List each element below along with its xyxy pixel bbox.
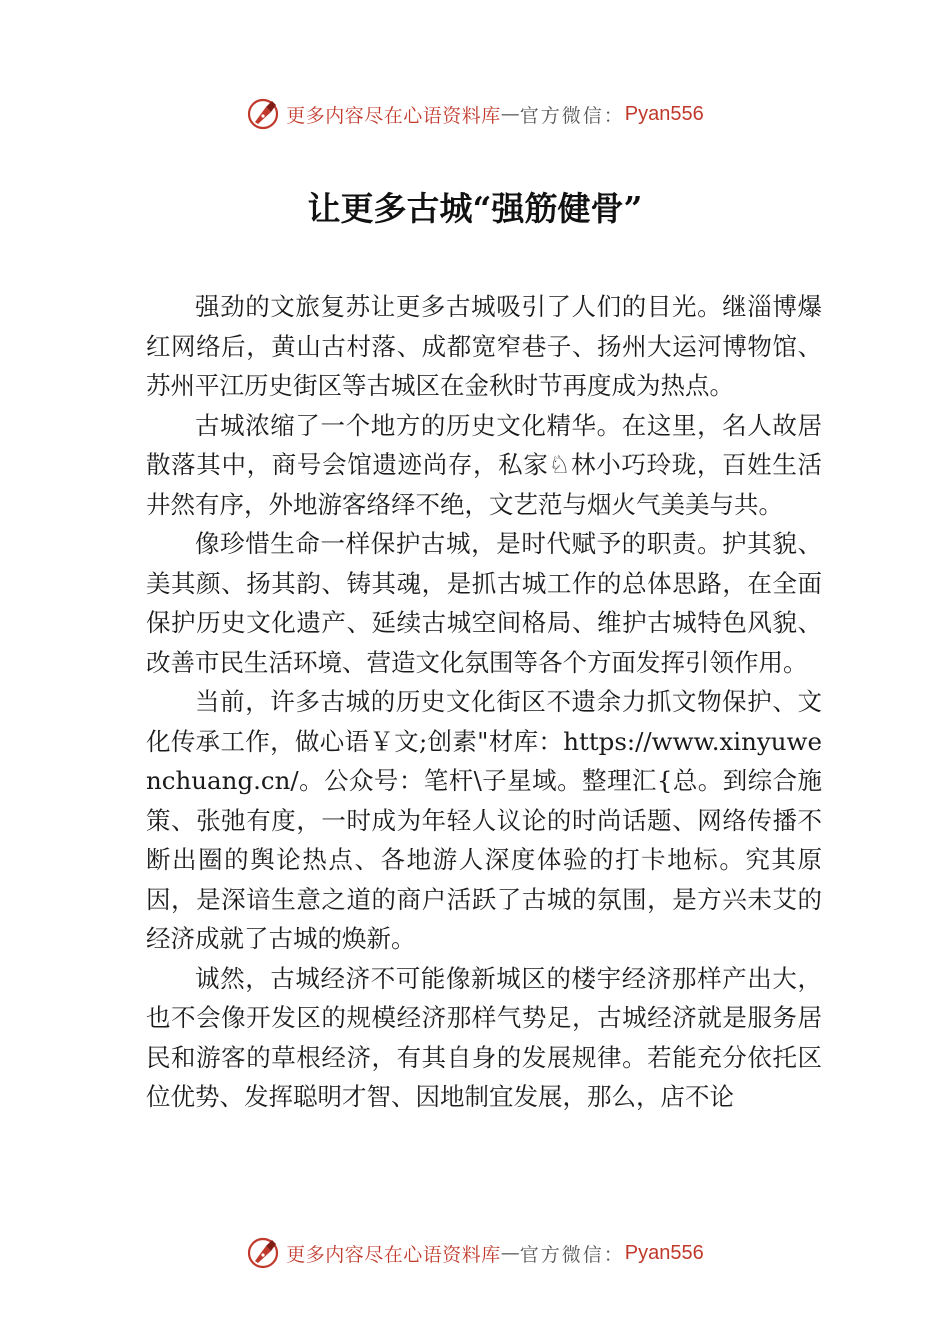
paragraph: 古城浓缩了一个地方的历史文化精华。在这里，名人故居散落其中，商号会馆遗迹尚存，私家♘林小巧玲珑，百姓生活井然有序，外地游客络绎不绝，文艺范与烟火气美美与共。 [146, 410, 822, 519]
banner-brand-text: 更多内容尽在心语资料库 [286, 1243, 501, 1266]
article-body [146, 287, 822, 1117]
article-title: 让更多古城“强筋健骨” [307, 189, 643, 228]
paragraph: 诚然，古城经济不可能像新城区的楼宇经济那样产出大，也不会像开发区的规模经济那样气势足，古城经济就是服务居民和游客的草根经济，有其自身的发展规律。若能充分依托区位优势、发挥聪明才智、因地制宜发展，那么，店不论 [146, 963, 822, 1111]
banner-dash: — [500, 1242, 520, 1264]
banner-dash: — [500, 103, 520, 125]
banner-brand-text: 更多内容尽在心语资料库 [286, 104, 501, 127]
banner-wechat-id: Pyan556 [624, 1241, 704, 1264]
paragraph: 当前，许多古城的历史文化街区不遗余力抓文物保护、文化传承工作，做心语￥文;创素"材库：https://www.xinyuwenchuang.cn/。公众号：笔杆\子星域。整理汇{总。到综合施策、张弛有度，一时成为年轻人议论的时尚话题、网络传播不断出圈的舆论热点、各地游人深度体验的打卡地标。究其原因，是深谙生意之道的商户活跃了古城的氛围，是方兴未艾的经济成就了古城的焕新。 [146, 687, 822, 953]
banner-wechat-label: 官方微信： [519, 1243, 625, 1266]
paragraph: 强劲的文旅复苏让更多古城吸引了人们的目光。继淄博爆红网络后，黄山古村落、成都宽窄巷子、扬州大运河博物馆、苏州平江历史街区等古城区在金秋时节再度成为热点。 [146, 292, 822, 400]
banner-wechat-id: Pyan556 [624, 102, 704, 125]
header-banner [0, 94, 950, 134]
footer-banner [0, 1233, 950, 1273]
pen-nib-logo-icon [246, 97, 280, 131]
banner-wechat-label: 官方微信： [519, 104, 625, 127]
paragraph: 像珍惜生命一样保护古城，是时代赋予的职责。护其貌、美其颜、扬其韵、铸其魂，是抓古城工作的总体思路，在全面保护历史文化遗产、延续古城空间格局、维护古城特色风貌、改善市民生活环境、营造文化氛围等各个方面发挥引领作用。 [146, 529, 822, 677]
pen-nib-logo-icon [246, 1236, 280, 1270]
